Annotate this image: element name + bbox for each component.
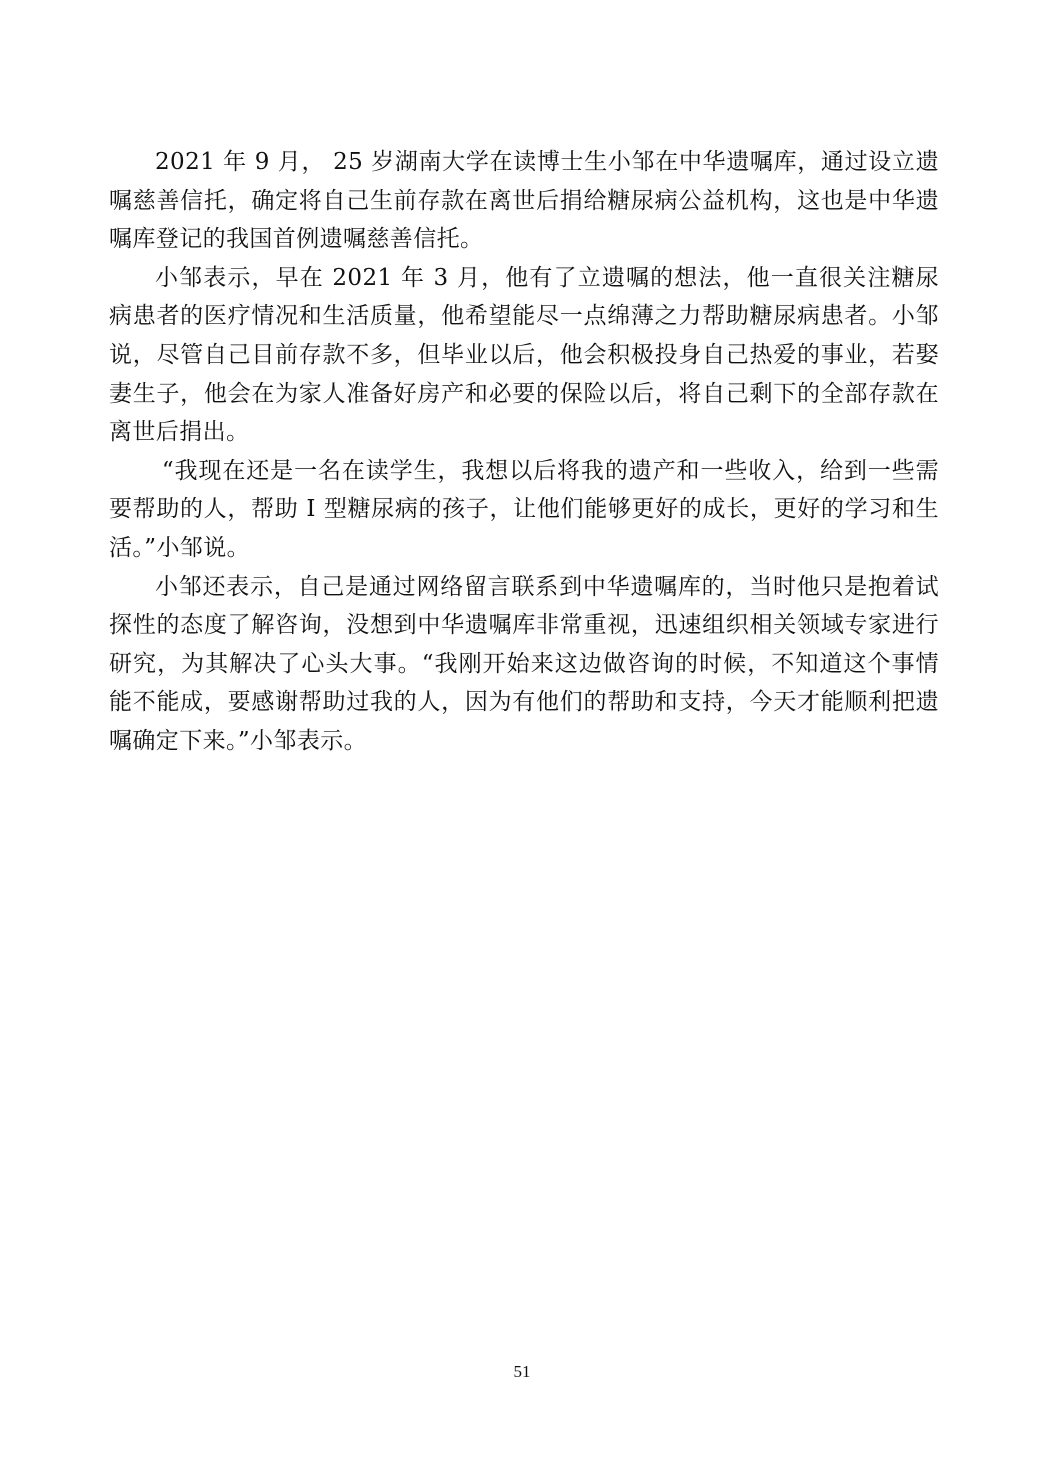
paragraph-1: 2021 年 9 月， 25 岁湖南大学在读博士生小邹在中华遗嘱库，通过设立遗嘱慈善信托，确定将自己生前存款在离世后捐给糖尿病公益机构，这也是中华遗嘱库登记的我国首例遗嘱慈善信托。 (109, 149, 939, 253)
paragraph-3: “我现在还是一名在读学生，我想以后将我的遗产和一些收入，给到一些需要帮助的人，帮助 I 型糖尿病的孩子，让他们能够更好的成长，更好的学习和生活。”小邹说。 (109, 457, 939, 561)
page-number: 51 (513, 1362, 531, 1381)
paragraph-2: 小邹表示，早在 2021 年 3 月，他有了立遗嘱的想法，他一直很关注糖尿病患者的医疗情况和生活质量，他希望能尽一点绵薄之力帮助糖尿病患者。小邹说，尽管自己目前存款不多，但毕业以后，他会积极投身自己热爱的事业，若娶妻生子，他会在为家人准备好房产和必要的保险以后，将自己剩下的全部存款在离世后捐出。 (109, 264, 939, 446)
paragraph-4: 小邹还表示，自己是通过网络留言联系到中华遗嘱库的，当时他只是抱着试探性的态度了解咨询，没想到中华遗嘱库非常重视，迅速组织相关领域专家进行研究，为其解决了心头大事。“我刚开始来这边做咨询的时候，不知道这个事情能不能成，要感谢帮助过我的人，因为有他们的帮助和支持，今天才能顺利把遗嘱确定下来。”小邹表示。 (109, 573, 939, 754)
body-text (109, 143, 939, 761)
